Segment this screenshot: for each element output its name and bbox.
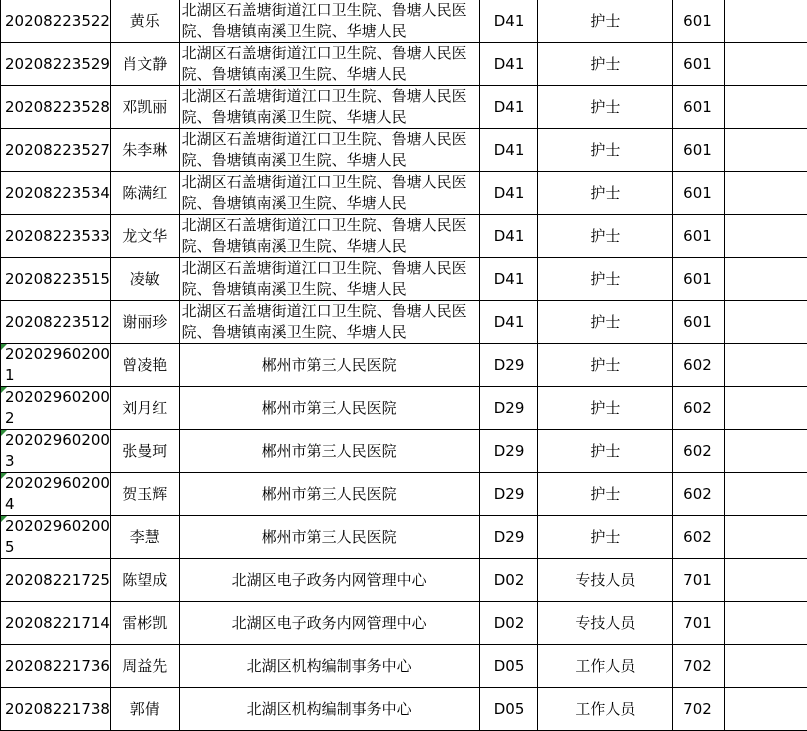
- candidate-id-cell: 20208223522: [1, 0, 111, 43]
- employer-unit-cell: 北湖区石盖塘街道江口卫生院、鲁塘人民医院、鲁塘镇南溪卫生院、华塘人民: [179, 301, 479, 344]
- candidate-name-cell: 周益先: [110, 645, 179, 688]
- table-row: [1, 0, 807, 43]
- unit-code-cell: D41: [479, 172, 538, 215]
- empty-cell: [724, 172, 807, 215]
- table-row: [1, 344, 807, 387]
- empty-cell: [724, 43, 807, 86]
- employer-unit-cell: 北湖区石盖塘街道江口卫生院、鲁塘人民医院、鲁塘镇南溪卫生院、华塘人民: [179, 86, 479, 129]
- position-cell: 护士: [538, 215, 673, 258]
- employer-unit-cell: 北湖区机构编制事务中心: [179, 688, 479, 731]
- candidate-id-cell: 20208223528: [1, 86, 111, 129]
- candidate-name-cell: 陈满红: [110, 172, 179, 215]
- table-row: [1, 645, 807, 688]
- table-row: [1, 602, 807, 645]
- candidate-id-cell: 20208223533: [1, 215, 111, 258]
- table-body: [1, 0, 807, 731]
- unit-code-cell: D05: [479, 645, 538, 688]
- post-code-cell: 601: [673, 43, 725, 86]
- unit-code-cell: D41: [479, 43, 538, 86]
- empty-cell: [724, 387, 807, 430]
- empty-cell: [724, 215, 807, 258]
- candidate-id-cell: 20208223512: [1, 301, 111, 344]
- unit-code-cell: D05: [479, 688, 538, 731]
- post-code-cell: 702: [673, 645, 725, 688]
- candidate-id-cell: 202029602005: [1, 516, 111, 559]
- employer-unit-cell: 郴州市第三人民医院: [179, 344, 479, 387]
- post-code-cell: 601: [673, 258, 725, 301]
- table-row: [1, 86, 807, 129]
- candidate-name-cell: 张曼珂: [110, 430, 179, 473]
- unit-code-cell: D29: [479, 430, 538, 473]
- employer-unit-cell: 郴州市第三人民医院: [179, 473, 479, 516]
- empty-cell: [724, 645, 807, 688]
- candidate-name-cell: 龙文华: [110, 215, 179, 258]
- candidate-id-cell: 20208223527: [1, 129, 111, 172]
- unit-code-cell: D41: [479, 129, 538, 172]
- position-cell: 护士: [538, 86, 673, 129]
- candidate-id-cell: 20208221714: [1, 602, 111, 645]
- position-cell: 工作人员: [538, 645, 673, 688]
- employer-unit-cell: 北湖区石盖塘街道江口卫生院、鲁塘人民医院、鲁塘镇南溪卫生院、华塘人民: [179, 172, 479, 215]
- candidate-name-cell: 曾凌艳: [110, 344, 179, 387]
- candidate-name-cell: 刘月红: [110, 387, 179, 430]
- unit-code-cell: D29: [479, 516, 538, 559]
- position-cell: 专技人员: [538, 559, 673, 602]
- post-code-cell: 602: [673, 473, 725, 516]
- employer-unit-cell: 北湖区电子政务内网管理中心: [179, 602, 479, 645]
- empty-cell: [724, 473, 807, 516]
- post-code-cell: 701: [673, 602, 725, 645]
- position-cell: 护士: [538, 516, 673, 559]
- table-row: [1, 301, 807, 344]
- unit-code-cell: D41: [479, 258, 538, 301]
- employer-unit-cell: 北湖区石盖塘街道江口卫生院、鲁塘人民医院、鲁塘镇南溪卫生院、华塘人民: [179, 0, 479, 43]
- candidate-id-cell: 202029602004: [1, 473, 111, 516]
- post-code-cell: 602: [673, 430, 725, 473]
- table-row: [1, 172, 807, 215]
- empty-cell: [724, 344, 807, 387]
- table-row: [1, 473, 807, 516]
- unit-code-cell: D02: [479, 602, 538, 645]
- candidate-name-cell: 李慧: [110, 516, 179, 559]
- employer-unit-cell: 北湖区石盖塘街道江口卫生院、鲁塘人民医院、鲁塘镇南溪卫生院、华塘人民: [179, 215, 479, 258]
- candidate-id-cell: 202029602002: [1, 387, 111, 430]
- employer-unit-cell: 北湖区石盖塘街道江口卫生院、鲁塘人民医院、鲁塘镇南溪卫生院、华塘人民: [179, 129, 479, 172]
- position-cell: 护士: [538, 43, 673, 86]
- empty-cell: [724, 129, 807, 172]
- empty-cell: [724, 86, 807, 129]
- candidate-id-cell: 202029602003: [1, 430, 111, 473]
- table-row: [1, 258, 807, 301]
- table-row: [1, 387, 807, 430]
- unit-code-cell: D41: [479, 86, 538, 129]
- position-cell: 专技人员: [538, 602, 673, 645]
- employer-unit-cell: 郴州市第三人民医院: [179, 430, 479, 473]
- empty-cell: [724, 0, 807, 43]
- position-cell: 护士: [538, 172, 673, 215]
- post-code-cell: 602: [673, 387, 725, 430]
- table-row: [1, 43, 807, 86]
- empty-cell: [724, 602, 807, 645]
- table-row: [1, 688, 807, 731]
- empty-cell: [724, 258, 807, 301]
- candidate-name-cell: 黄乐: [110, 0, 179, 43]
- empty-cell: [724, 516, 807, 559]
- empty-cell: [724, 688, 807, 731]
- position-cell: 护士: [538, 473, 673, 516]
- post-code-cell: 602: [673, 344, 725, 387]
- candidate-name-cell: 郭倩: [110, 688, 179, 731]
- post-code-cell: 701: [673, 559, 725, 602]
- position-cell: 护士: [538, 301, 673, 344]
- position-cell: 护士: [538, 430, 673, 473]
- unit-code-cell: D41: [479, 215, 538, 258]
- candidate-name-cell: 朱李琳: [110, 129, 179, 172]
- post-code-cell: 601: [673, 301, 725, 344]
- empty-cell: [724, 559, 807, 602]
- position-cell: 工作人员: [538, 688, 673, 731]
- position-cell: 护士: [538, 258, 673, 301]
- candidate-name-cell: 雷彬凯: [110, 602, 179, 645]
- table-row: [1, 559, 807, 602]
- employer-unit-cell: 北湖区石盖塘街道江口卫生院、鲁塘人民医院、鲁塘镇南溪卫生院、华塘人民: [179, 258, 479, 301]
- employer-unit-cell: 北湖区石盖塘街道江口卫生院、鲁塘人民医院、鲁塘镇南溪卫生院、华塘人民: [179, 43, 479, 86]
- employer-unit-cell: 郴州市第三人民医院: [179, 387, 479, 430]
- table-row: [1, 430, 807, 473]
- candidate-id-cell: 20208221738: [1, 688, 111, 731]
- position-cell: 护士: [538, 129, 673, 172]
- unit-code-cell: D41: [479, 301, 538, 344]
- candidate-name-cell: 贺玉辉: [110, 473, 179, 516]
- candidate-id-cell: 20208223515: [1, 258, 111, 301]
- table-row: [1, 215, 807, 258]
- unit-code-cell: D29: [479, 473, 538, 516]
- table-row: [1, 129, 807, 172]
- unit-code-cell: D29: [479, 387, 538, 430]
- position-cell: 护士: [538, 387, 673, 430]
- candidate-name-cell: 谢丽珍: [110, 301, 179, 344]
- table-row: [1, 516, 807, 559]
- post-code-cell: 702: [673, 688, 725, 731]
- unit-code-cell: D02: [479, 559, 538, 602]
- post-code-cell: 601: [673, 215, 725, 258]
- employer-unit-cell: 北湖区电子政务内网管理中心: [179, 559, 479, 602]
- candidate-name-cell: 陈望成: [110, 559, 179, 602]
- employer-unit-cell: 郴州市第三人民医院: [179, 516, 479, 559]
- empty-cell: [724, 430, 807, 473]
- post-code-cell: 601: [673, 86, 725, 129]
- empty-cell: [724, 301, 807, 344]
- employer-unit-cell: 北湖区机构编制事务中心: [179, 645, 479, 688]
- unit-code-cell: D41: [479, 0, 538, 43]
- candidate-id-cell: 20208221725: [1, 559, 111, 602]
- candidate-name-cell: 凌敏: [110, 258, 179, 301]
- post-code-cell: 602: [673, 516, 725, 559]
- post-code-cell: 601: [673, 129, 725, 172]
- unit-code-cell: D29: [479, 344, 538, 387]
- candidate-name-cell: 邓凯丽: [110, 86, 179, 129]
- candidate-name-cell: 肖文静: [110, 43, 179, 86]
- candidate-id-cell: 202029602001: [1, 344, 111, 387]
- post-code-cell: 601: [673, 172, 725, 215]
- position-cell: 护士: [538, 0, 673, 43]
- position-cell: 护士: [538, 344, 673, 387]
- candidate-id-cell: 20208223534: [1, 172, 111, 215]
- candidate-id-cell: 20208221736: [1, 645, 111, 688]
- candidate-id-cell: 20208223529: [1, 43, 111, 86]
- post-code-cell: 601: [673, 0, 725, 43]
